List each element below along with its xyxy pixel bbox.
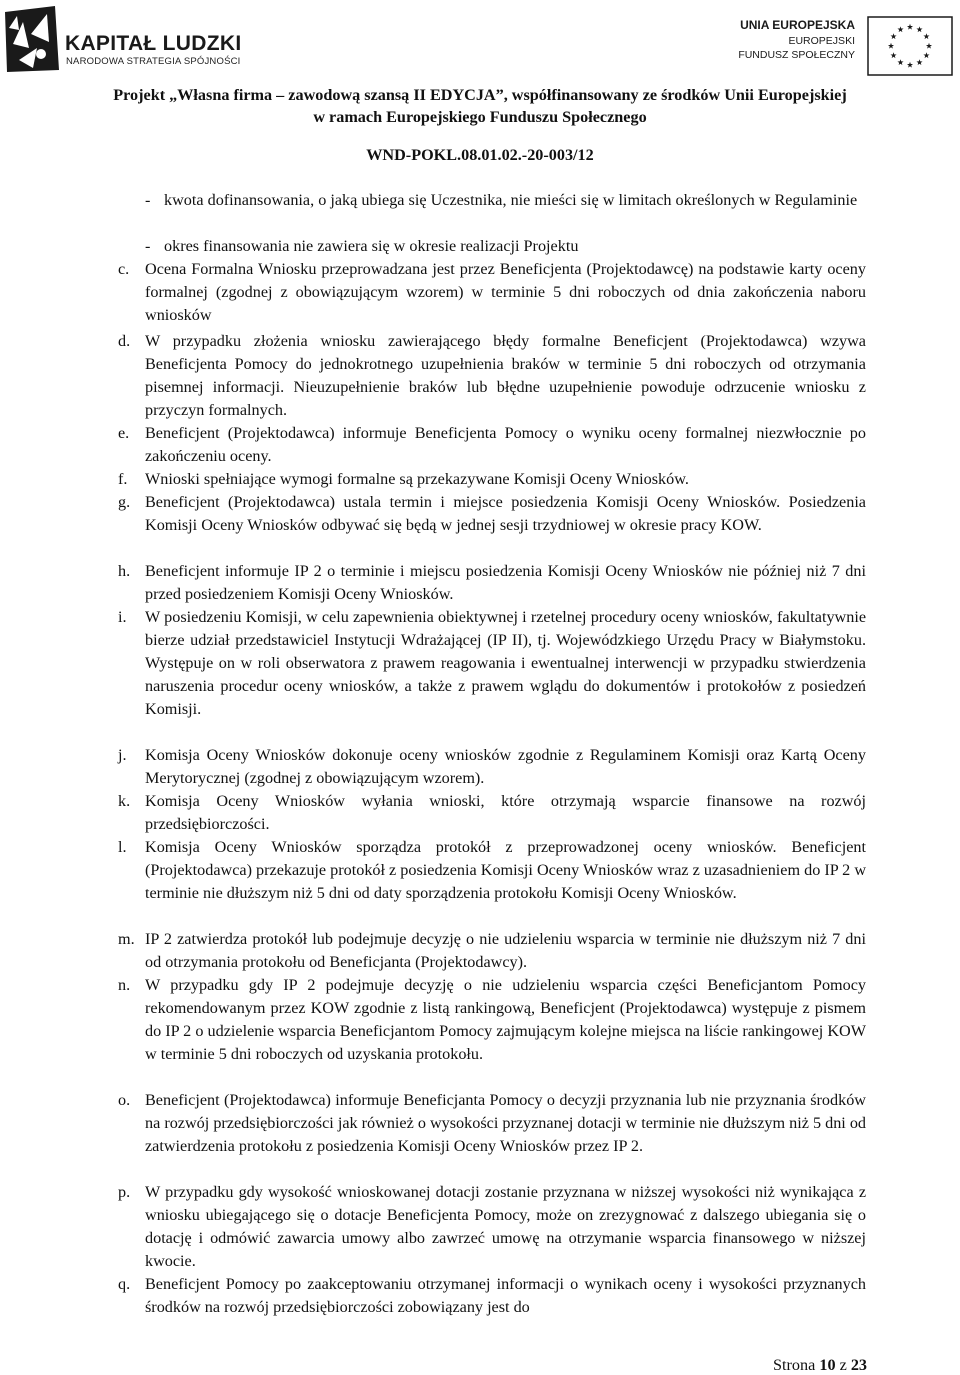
eu-logo-line2: EUROPEJSKI — [788, 35, 855, 47]
eu-logo-line3: FUNDUSZ SPOŁECZNY — [738, 49, 855, 61]
project-title: Projekt „Własna firma – zawodową szansą II EDYCJA”, współfinansowany ze środków Unii Europejskiej — [113, 86, 847, 104]
list-item-text: okres finansowania nie zawiera się w okresie realizacji Projektu — [164, 237, 579, 255]
list-item-text: Beneficjent (Projektodawca) informuje Beneficjenta Pomocy o wyniku oceny formalnej niezwłocznie po zakończeniu oceny. — [145, 424, 866, 465]
list-item-text: W posiedzeniu Komisji, w celu zapewnienia obiektywnej i rzetelnej procedury oceny wniosków, fakultatywnie bierze udział przedstawiciel Instytucji Wdrażającej (IP II), tj. Wojewódzkiego Urzędu Pracy w Białymstoku. Występuje on w roli obserwatora z prawem reagowania i ewentualnej interwencji w przypadku stwierdzenia naruszenia procedur oceny wniosków, a także z prawem wglądu do dokumentów i protokołów z posiedzeń Komisji. — [145, 608, 866, 718]
list-marker: p. — [118, 1183, 131, 1201]
page-prefix: Strona — [773, 1356, 820, 1374]
list-marker: i. — [118, 608, 127, 626]
list-marker: n. — [118, 976, 131, 994]
list-marker: q. — [118, 1275, 131, 1293]
list-item-text: Wnioski spełniające wymogi formalne są przekazywane Komisji Oceny Wniosków. — [145, 470, 689, 488]
eu-logo — [735, 18, 955, 78]
list-item-text: W przypadku gdy wysokość wnioskowanej dotacji zostanie przyznana w niższej wysokości niż wynikająca z wniosku ubiegającego się o dotacje Beneficjenta Pomocy, może on zrezygnować z dalszego ubiegania się o dotację i odmówić zawarcia umowy albo zawrzeć umowę na otrzymanie wsparcia finansowego w niższej kwocie. — [145, 1183, 866, 1270]
eu-flag-icon — [867, 16, 953, 76]
list-marker: l. — [118, 838, 127, 856]
project-number: WND-POKL.08.01.02.-20-003/12 — [366, 146, 594, 164]
list-marker: c. — [118, 260, 130, 278]
list-item-text: Beneficjent (Projektodawca) ustala termin i miejsce posiedzenia Komisji Oceny Wniosków. Posiedzenia Komisji Oceny Wniosków odbywać się będą w jednej sesji trzydniowej w okresie pracy KOW. — [145, 493, 866, 534]
list-item-text: Beneficjent Pomocy po zaakceptowaniu otrzymanej informacji o wynikach oceny i wysokości przyznanych środków na rozwój przedsiębiorczości zobowiązany jest do — [145, 1275, 866, 1316]
list-marker: d. — [118, 332, 131, 350]
list-item-text: Ocena Formalna Wniosku przeprowadzana jest przez Beneficjenta (Projektodawcę) na podstawie karty oceny formalnej (zgodnej z obowiązującym wzorem) w terminie 5 dni roboczych od dnia zakończenia naboru wniosków — [145, 260, 866, 324]
list-item-text: Komisja Oceny Wniosków dokonuje oceny wniosków zgodnie z Regulaminem Komisji oraz Kartą Oceny Merytorycznej (zgodnej z obowiązującym wzorem). — [145, 746, 866, 787]
list-marker: e. — [118, 424, 130, 442]
list-item-text: W przypadku złożenia wniosku zawierającego błędy formalne Beneficjent (Projektodawca) wzywa Beneficjenta Pomocy do jednokrotnego uzupełnienia braków w terminie 5 dni roboczych od otrzymania pisemnej informacji. Nieuzupełnienie braków lub błędne uzupełnienie powoduje odrzucenie wniosku z przyczyn formalnych. — [145, 332, 866, 419]
list-marker: o. — [118, 1091, 131, 1109]
project-funding: w ramach Europejskiego Funduszu Społecznego — [313, 108, 647, 126]
list-marker: - — [145, 237, 151, 255]
page-mid: z — [835, 1356, 851, 1374]
list-marker: f. — [118, 470, 128, 488]
list-marker: m. — [118, 930, 135, 948]
logo-title: KAPITAŁ LUDZKI — [65, 32, 242, 55]
page-current: 10 — [819, 1356, 836, 1374]
list-marker: h. — [118, 562, 131, 580]
list-item-text: kwota dofinansowania, o jaką ubiega się Uczestnika, nie mieści się w limitach określonych w Regulaminie — [164, 191, 858, 209]
list-item-text: Beneficjent (Projektodawca) informuje Beneficjanta Pomocy o decyzji przyznania lub nie przyznania środków na rozwój przedsiębiorczości jak również o wysokości przyznanej dotacji w terminie nie dłuższym niż 5 dni od zatwierdzenia protokołu z posiedzenia Komisji Oceny Wniosków przez IP 2. — [145, 1091, 867, 1155]
kapital-ludzki-emblem-icon — [3, 4, 63, 74]
kapital-ludzki-logo — [3, 4, 253, 74]
eu-logo-line1: UNIA EUROPEJSKA — [740, 18, 855, 32]
list-marker: g. — [118, 493, 131, 511]
list-item-text: Komisja Oceny Wniosków wyłania wnioski, które otrzymają wsparcie finansowe na rozwój przedsiębiorczości. — [145, 792, 866, 833]
list-item-text: Beneficjent informuje IP 2 o terminie i miejscu posiedzenia Komisji Oceny Wniosków nie później niż 7 dni przed posiedzeniem Komisji Oceny Wniosków. — [145, 562, 866, 603]
list-marker: - — [145, 191, 151, 209]
header-logos — [0, 0, 960, 80]
page-total: 23 — [850, 1356, 867, 1374]
page-number — [773, 1356, 867, 1375]
list-item-text: IP 2 zatwierdza protokół lub podejmuje decyzję o nie udzieleniu wsparcia w terminie nie dłuższym niż 7 dni od otrzymania protokołu od Beneficjanta (Projektodawcy). — [145, 930, 866, 971]
list-marker: j. — [118, 746, 127, 764]
list-marker: k. — [118, 792, 131, 810]
list-item-text: Komisja Oceny Wniosków sporządza protokół z przeprowadzonej oceny wniosków. Beneficjent (Projektodawca) przekazuje protokół z posiedzenia Komisji Oceny Wniosków wraz z uzasadnieniem do IP 2 w terminie nie dłuższym niż 5 dni od daty sporządzenia protokołu Komisji Oceny Wniosków. — [145, 838, 867, 902]
list-item-text: W przypadku gdy IP 2 podejmuje decyzję o nie udzieleniu wsparcia części Beneficjantom Pomocy rekomendowanym przez KOW zgodnie z listą rankingową, Beneficjent (Projektodawca) występuje z pismem do IP 2 o udzielenie wsparcia Beneficjantom Pomocy zajmującym kolejne miejsca na liście rankingowej KOW w terminie 5 dni roboczych od uzyskania protokołu. — [145, 976, 866, 1063]
logo-subtitle: NARODOWA STRATEGIA SPÓJNOŚCI — [66, 56, 241, 67]
